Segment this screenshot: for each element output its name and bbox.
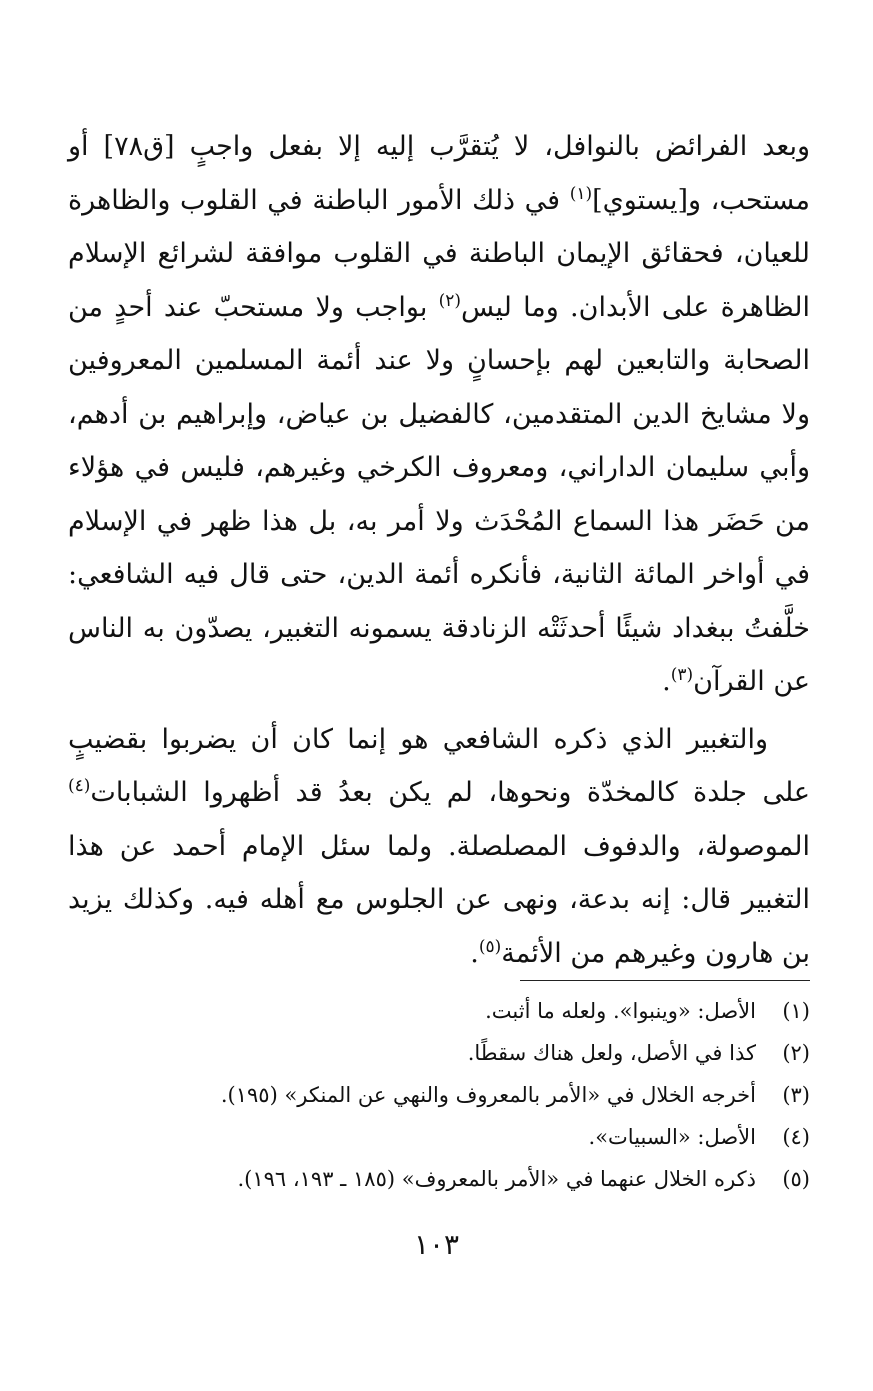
page-number: ١٠٣	[413, 1228, 460, 1261]
text-segment: في ذلك الأمور الباطنة في القلوب والظاهرة للعيان، فحقائق الإيمان الباطنة في القلوب موافقة لشرائع الإسلام الظاهرة على الأبدان. وما ليس	[68, 184, 811, 323]
text-segment: .	[470, 937, 479, 969]
footnote-item-5	[68, 1158, 810, 1200]
footnote-item-3	[68, 1074, 810, 1116]
footnote-ref-5[interactable]: (٥)	[478, 936, 502, 957]
footnote-text: الأصل: «السبيات».	[588, 1125, 756, 1149]
text-segment: .	[662, 666, 671, 697]
footnote-number: (٣)	[782, 1083, 810, 1107]
footnote-divider	[520, 980, 810, 981]
text-segment: بواجب ولا مستحبّ عند أحدٍ من الصحابة والتابعين لهم بإحسانٍ ولا عند أئمة المسلمين المعروفين ولا مشايخ الدين المتقدمين، كالفضيل بن عياض، وإبراهيم بن أدهم، وأبي سليمان الداراني، ومعروف الكرخي وغيرهم، فليس في هؤلاء من حَضَر هذا السماع المُحْدَث ولا أمر به، بل هذا ظهر في الإسلام في أواخر المائة الثانية، فأنكره أئمة الدين، حتى قال فيه الشافعي: خلَّفتُ ببغداد شيئًا أحدثَتْه الزنادقة يسمونه التغبير، يصدّون به الناس عن القرآن	[68, 291, 810, 697]
paragraph-2	[68, 713, 810, 981]
footnote-text: ذكره الخلال عنهما في «الأمر بالمعروف» (١٨٥ ـ ١٩٣، ١٩٦).	[237, 1167, 756, 1191]
footnote-item-4	[68, 1116, 810, 1158]
footnote-text: كذا في الأصل، ولعل هناك سقطًا.	[467, 1041, 756, 1065]
footnote-number: (٢)	[782, 1041, 810, 1065]
footnote-item-2	[68, 1032, 810, 1074]
footnote-text: الأصل: «وينبوا». ولعله ما أثبت.	[485, 999, 756, 1023]
footnote-ref-3[interactable]: (٣)	[670, 665, 694, 685]
text-segment: والتغبير الذي ذكره الشافعي هو إنما كان أن يضربوا بقضيبٍ على جلدة كالمخدّة ونحوها، لم يكن بعدُ قد أظهروا الشبابات	[68, 723, 810, 808]
footnotes	[68, 990, 810, 1200]
text-segment: وبعد الفرائض بالنوافل، لا يُتقرَّب إليه إلا بفعل واجبٍ [ق٧٨] أو مستحب، و[يستوي]	[68, 131, 810, 216]
text-segment: الموصولة، والدفوف المصلصلة. ولما سئل الإمام أحمد عن هذا التغبير قال: إنه بدعة، ونهى عن الجلوس مع أهله فيه. وكذلك يزيد بن هارون وغيرهم من الأئمة	[68, 830, 810, 969]
footnote-ref-4[interactable]: (٤)	[68, 776, 91, 796]
footnote-ref-1[interactable]: (١)	[569, 183, 593, 204]
footnote-number: (٤)	[782, 1125, 810, 1149]
page-body	[68, 120, 810, 980]
footnote-text: أخرجه الخلال في «الأمر بالمعروف والنهي عن المنكر» (١٩٥).	[220, 1083, 756, 1107]
footnote-ref-2[interactable]: (٢)	[438, 290, 462, 311]
main-text	[68, 120, 810, 980]
footnote-item-1	[68, 990, 810, 1032]
footnote-number: (٥)	[782, 1167, 810, 1191]
paragraph-1	[68, 120, 810, 709]
footnote-number: (١)	[782, 999, 810, 1023]
